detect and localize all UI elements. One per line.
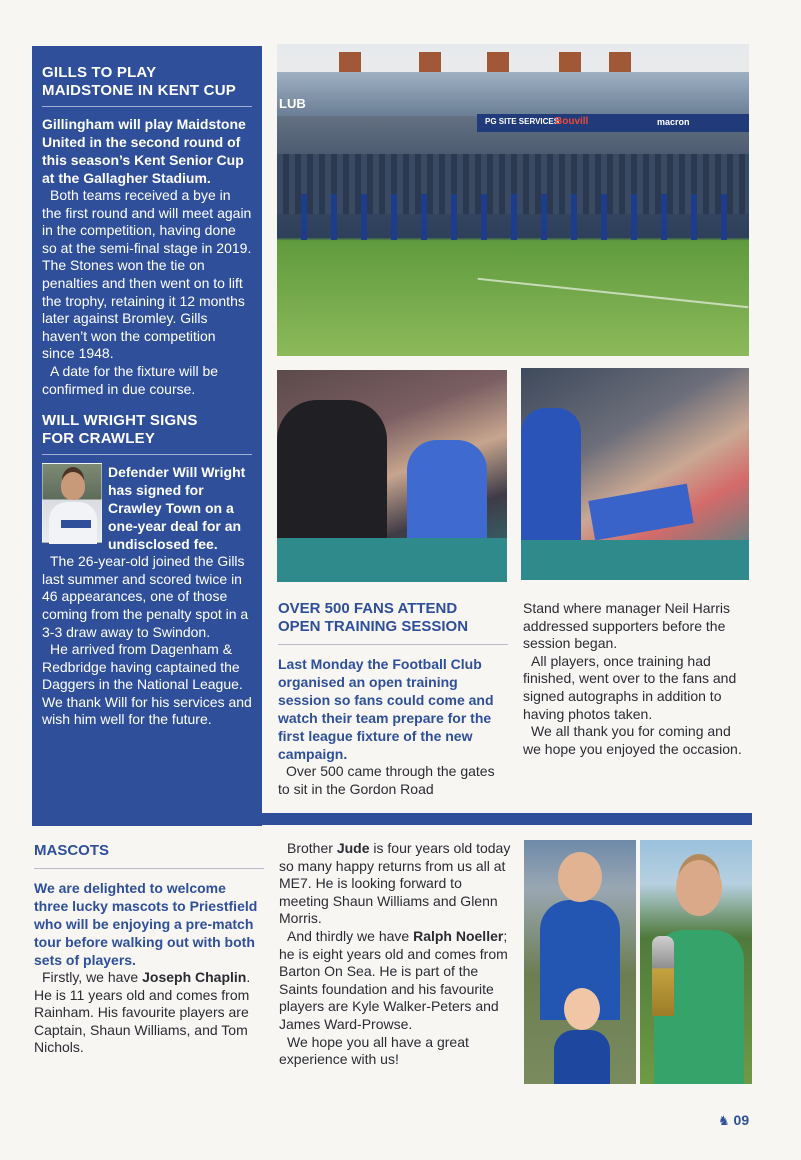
- training-paragraph-2: All players, once training had finished, went over to the fans and signed autographs in addition to having photos taken.: [523, 652, 737, 722]
- mascot-name-ralph: Ralph Noeller: [413, 927, 504, 944]
- training-paragraph-1a: Over 500 came through the gates to sit in the Gordon Road: [278, 763, 495, 797]
- kent-cup-paragraph-2: A date for the fixture will be confirmed in due course.: [42, 362, 219, 397]
- autograph-photo-1: [277, 370, 507, 582]
- training-article-col-2: [523, 600, 751, 758]
- headline-divider: [278, 644, 508, 645]
- headline-divider: [42, 454, 252, 455]
- sidebar-news-column: [32, 46, 262, 826]
- headline-divider: [34, 868, 264, 869]
- wright-paragraph-2: He arrived from Dagenham & Redbridge having captained the Daggers in the National League. We thank Will for his services and wish him well for the future.: [42, 641, 252, 728]
- mascots-paragraph-1: Firstly, we have Joseph Chaplin. He is 11 years old and comes from Rainham. His favourite players are Captain, Shaun Williams, and Tom Nichols.: [34, 969, 251, 1056]
- board-macron: macron: [657, 117, 690, 127]
- mascots-paragraph-4: We hope you all have a great experience with us!: [279, 1033, 469, 1068]
- wright-headline: WILL WRIGHT SIGNS FOR CRAWLEY: [42, 412, 198, 448]
- wright-lead-block: [42, 463, 252, 553]
- wright-paragraph-1: The 26-year-old joined the Gills last summer and scored twice in 46 appearances, one of those coming from the penalty spot in a 3-3 draw away to Swindon.: [42, 553, 249, 640]
- gills-horse-icon: ♞: [718, 1113, 730, 1128]
- mascots-paragraph-2: Brother Jude is four years old today so many happy returns from us all at ME7. He is looking forward to meeting Shaun Williams and Glenn Morris.: [279, 840, 511, 927]
- mascot-name-jude: Jude: [336, 840, 370, 856]
- training-paragraph-3: We all thank you for coming and we hope you enjoyed the occasion.: [523, 723, 742, 757]
- mascots-paragraph-3: And thirdly we have Ralph Noeller; he is eight years old and comes from Barton On Sea. He is part of the Saints foundation and his favourite players are Kyle Walker-Peters and James Ward-Prowse.: [279, 927, 508, 1032]
- mascot-photo-ralph: [640, 840, 752, 1084]
- training-article-col-1: [278, 600, 508, 798]
- page-footer: [718, 1112, 749, 1129]
- autograph-photo-2: [521, 368, 749, 580]
- kent-cup-paragraph-1: Both teams received a bye in the first round and will meet again in the competition, having done so at the semi-final stage in 2019. The Stones won the tie on penalties and then went on to lift the trophy, retaining it 12 months later against Bromley. Gills haven’t won the competition since 1948.: [42, 187, 252, 362]
- board-bouvill: Bouvill: [555, 116, 589, 127]
- mascots-headline: MASCOTS: [34, 842, 109, 859]
- mascot-photo-chaplin-brothers: [524, 840, 636, 1084]
- mascots-lead: We are delighted to welcome three lucky mascots to Priestfield who will be enjoying a pre-match tour before walking out with both sets of players.: [34, 880, 258, 968]
- training-headline: OVER 500 FANS ATTEND OPEN TRAINING SESSION: [278, 600, 469, 635]
- will-wright-photo: [42, 463, 102, 543]
- headline-divider: [42, 106, 252, 107]
- kent-cup-headline: GILLS TO PLAY MAIDSTONE IN KENT CUP: [42, 64, 236, 99]
- training-stadium-photo: [277, 44, 749, 356]
- mascots-article-col-1: [34, 842, 264, 1057]
- training-paragraph-1b: Stand where manager Neil Harris addressed supporters before the session began.: [523, 600, 730, 652]
- stand-sign: LUB: [279, 96, 306, 111]
- page-number: 09: [733, 1112, 750, 1128]
- wright-lead: Defender Will Wright has signed for Crawley Town on a one-year deal for an undisclosed fee.: [108, 464, 246, 553]
- advertising-boards: [477, 114, 749, 132]
- mascot-name-joseph: Joseph Chaplin: [142, 969, 247, 985]
- mascots-article-col-2: [279, 840, 511, 1069]
- board-pg-site-services: PG SITE SERVICES: [485, 117, 560, 126]
- section-divider-bar: [32, 813, 752, 825]
- kent-cup-lead: Gillingham will play Maidstone United in the second round of this season’s Kent Senior Cup at the Gallagher Stadium.: [42, 116, 246, 186]
- training-lead: Last Monday the Football Club organised an open training session so fans could come and watch their team prepare for the first league fixture of the new campaign.: [278, 656, 494, 762]
